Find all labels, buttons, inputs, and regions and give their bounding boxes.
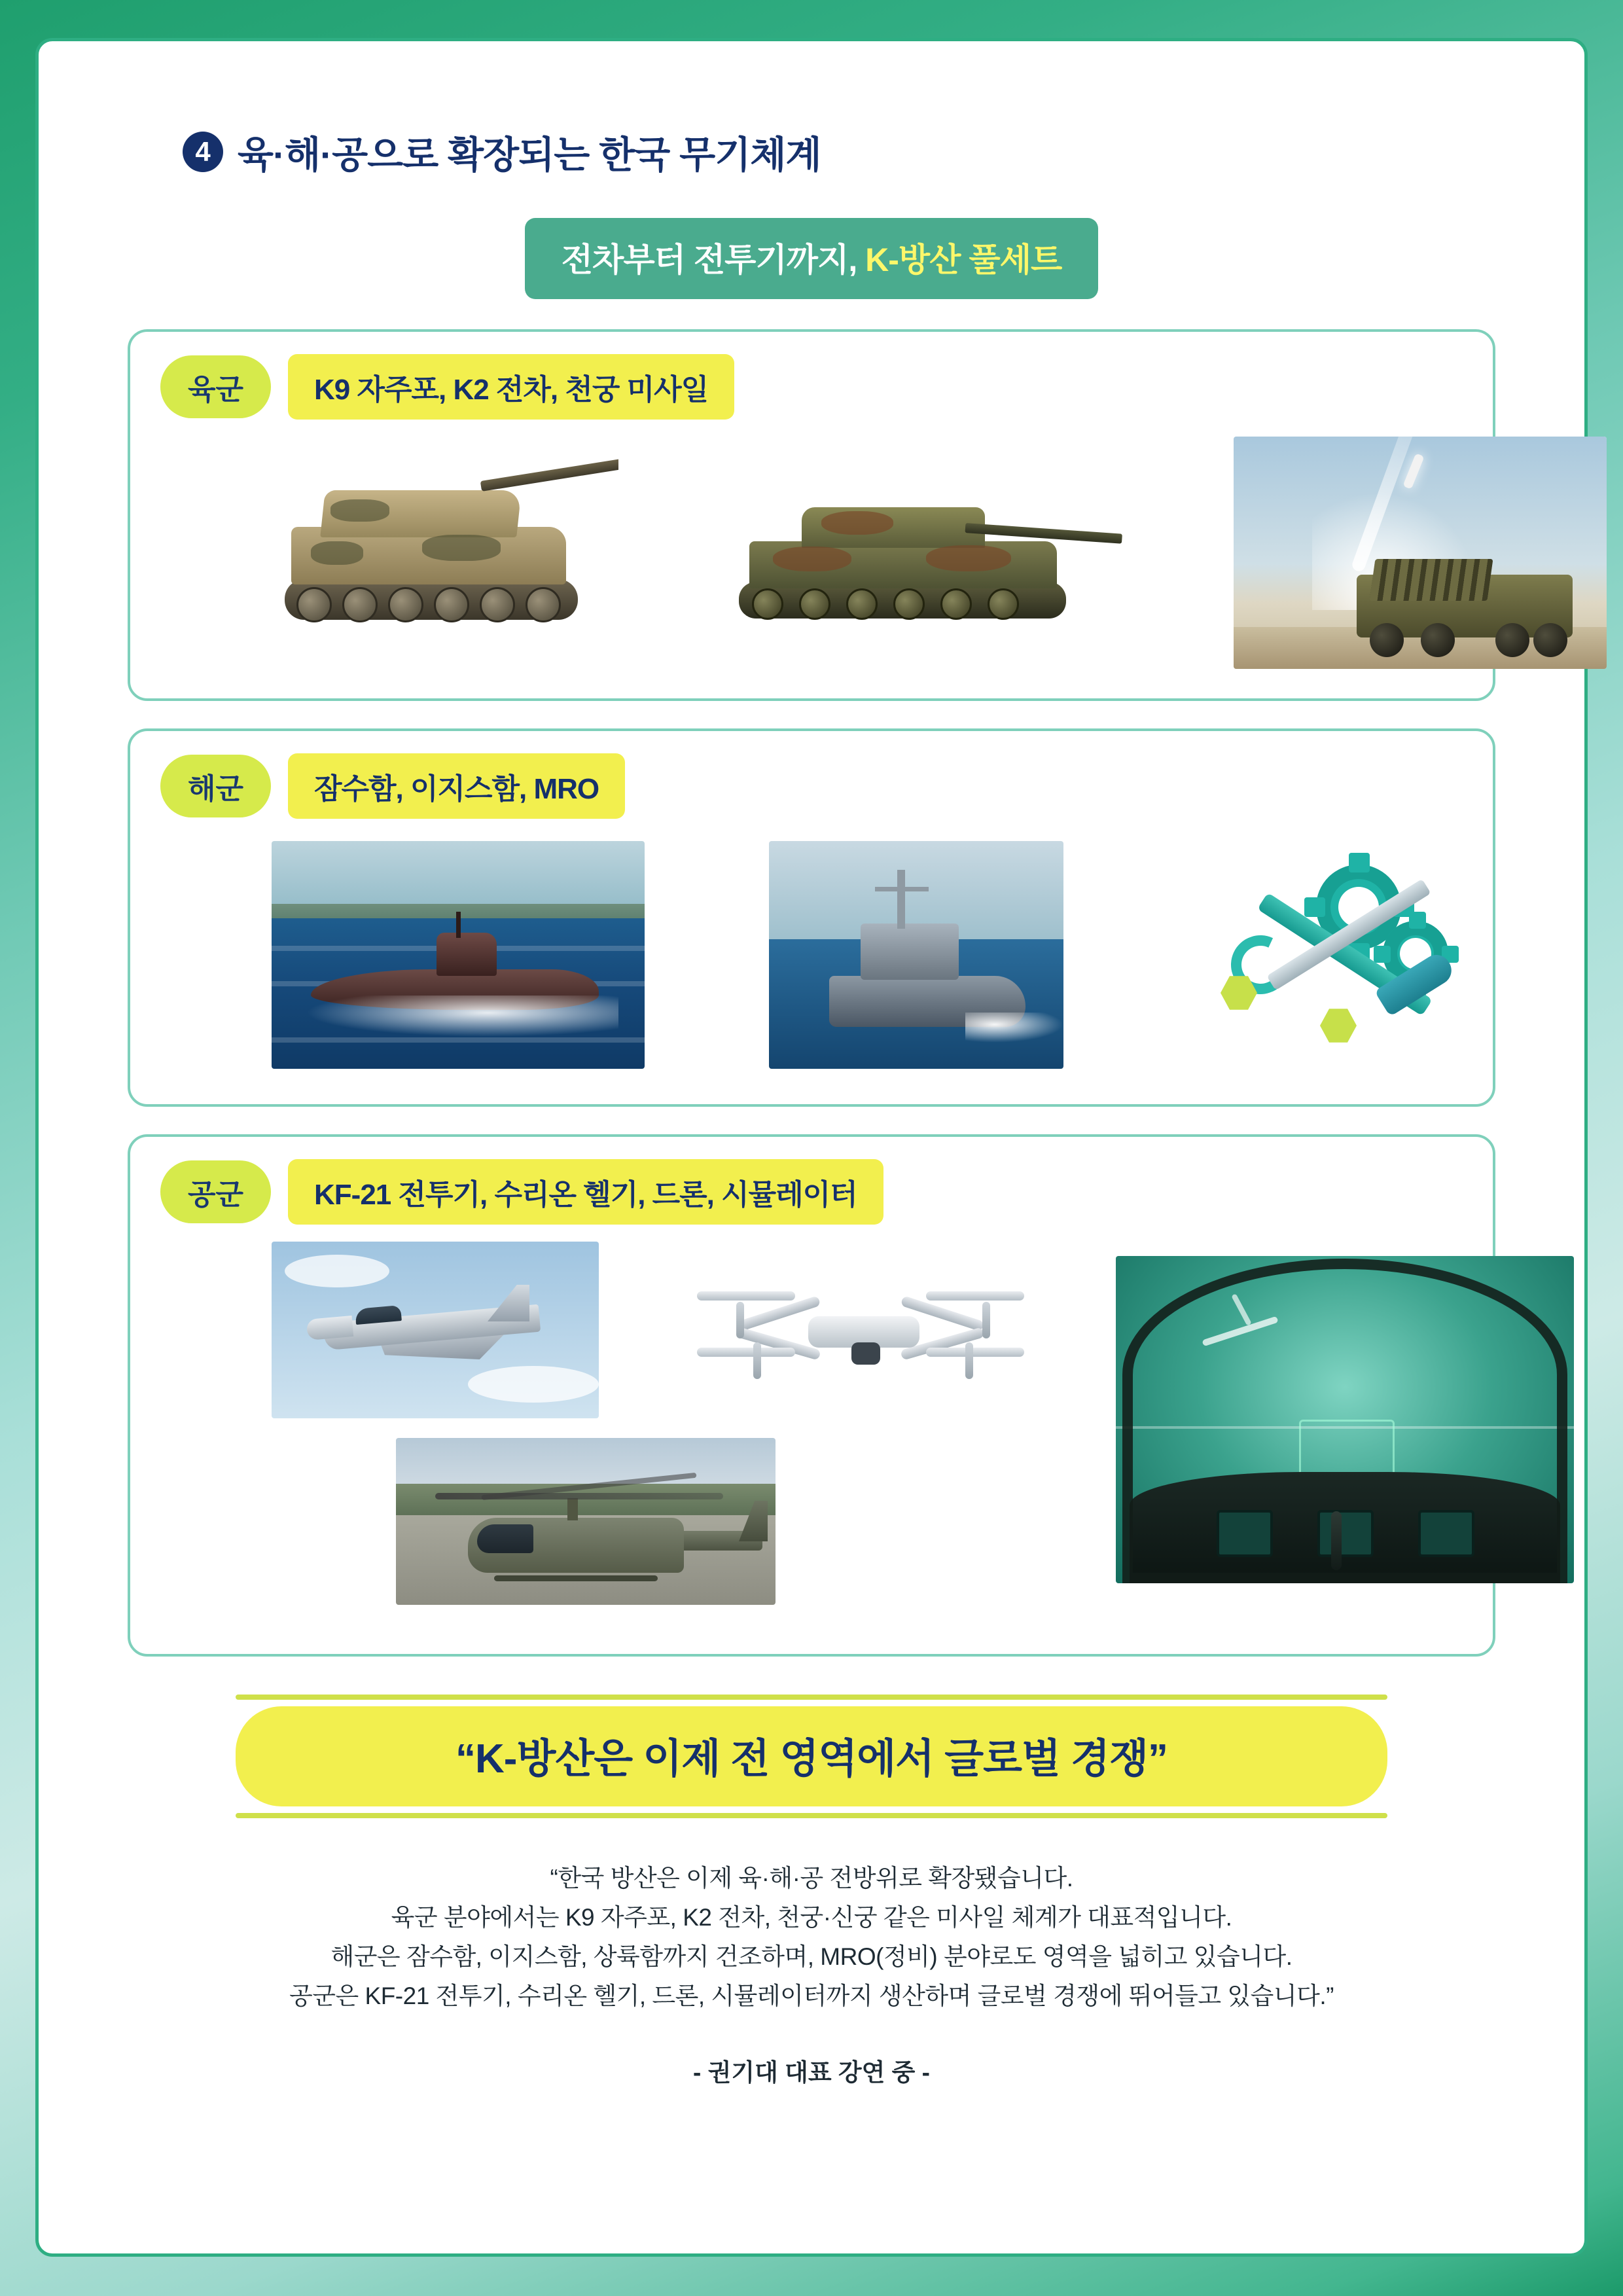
submarine-mast [456, 912, 461, 938]
k9-wheel [296, 587, 332, 622]
drone-propeller [697, 1348, 795, 1357]
k2-camo-patch [773, 547, 851, 571]
k9-camo-patch [330, 499, 389, 522]
k9-wheel [480, 587, 515, 622]
pill-navy: 해군 [160, 755, 271, 817]
heading-text: 육·해·공으로 확장되는 한국 무기체계 [238, 134, 821, 176]
flight-simulator-cockpit-image [1116, 1256, 1574, 1583]
drone-leg [736, 1302, 744, 1338]
section-number-badge: 4 [183, 132, 223, 172]
helicopter-rotor-mast [567, 1498, 578, 1520]
helicopter-landing-skid [494, 1575, 658, 1581]
drone-leg [982, 1302, 990, 1338]
aegis-yardarm [875, 887, 929, 891]
card-airforce [128, 1134, 1495, 1657]
drone-propeller [697, 1291, 795, 1300]
pill-airforce: 공군 [160, 1160, 271, 1223]
drone-propeller [926, 1291, 1024, 1300]
helicopter-cockpit-glass [477, 1524, 533, 1553]
body-line: 해군은 잠수함, 이지스함, 상륙함까지 건조하며, MRO(정비) 분야로도 영역을 넓히고 있습니다. [330, 1943, 1293, 1970]
aegis-destroyer-image [769, 841, 1063, 1069]
missile-truck-wheel [1533, 623, 1567, 657]
k2-camo-patch [821, 511, 893, 535]
gear-tooth [1374, 946, 1391, 963]
missile-truck-wheel [1421, 623, 1455, 657]
card-navy-body [130, 819, 1493, 1104]
quote-bottom-line [236, 1813, 1387, 1818]
aegis-superstructure [861, 924, 959, 980]
kf21-cloud [468, 1366, 599, 1403]
card-army [128, 329, 1495, 701]
k9-barrel [480, 456, 618, 492]
k2-wheel [988, 588, 1019, 620]
poster-paper [35, 38, 1588, 2257]
missile-launch-pods [1370, 559, 1493, 601]
mro-tools-gears-image [1201, 853, 1476, 1056]
subbanner-text-highlight: K-방산 풀세트 [865, 242, 1062, 278]
subbanner [525, 218, 1099, 299]
k2-wheel [940, 588, 972, 620]
k9-wheel [388, 587, 423, 622]
k2-wheel [752, 588, 783, 620]
card-airforce-head [130, 1137, 1493, 1225]
card-army-head [130, 332, 1493, 420]
submarine-image [272, 841, 645, 1069]
kf-21-fighter-jet-image [272, 1242, 599, 1418]
drone-propeller [926, 1348, 1024, 1357]
drone-camera [851, 1342, 880, 1365]
k9-self-propelled-howitzer-image [285, 450, 618, 633]
missile-truck-wheel [1370, 623, 1404, 657]
submarine-sail [437, 933, 497, 976]
card-navy-head [130, 731, 1493, 819]
card-airforce-body [130, 1225, 1493, 1654]
quote-text: “K-방산은 이제 전 영역에서 글로벌 경쟁” [236, 1706, 1387, 1806]
label-airforce: KF-21 전투기, 수리온 헬기, 드론, 시뮬레이터 [288, 1159, 883, 1225]
gear-tooth [1409, 912, 1426, 929]
submarine-wake-foam [291, 996, 618, 1039]
aegis-mast [897, 870, 905, 929]
simulator-canopy-frame [1122, 1259, 1567, 1583]
gear-tooth [1349, 853, 1370, 872]
k2-main-battle-tank-image [730, 463, 1135, 626]
k9-camo-patch [422, 535, 501, 561]
gear-tooth [1304, 897, 1325, 917]
kf21-cloud [285, 1255, 389, 1287]
page-title [183, 125, 1584, 179]
helicopter-main-rotor [435, 1493, 723, 1499]
airforce-image-row [160, 1242, 1463, 1628]
quadcopter-drone-image [690, 1265, 1031, 1409]
drone-leg [965, 1342, 973, 1379]
label-navy: 잠수함, 이지스함, MRO [288, 753, 625, 819]
k9-camo-patch [311, 541, 363, 565]
surion-helicopter-image [396, 1438, 776, 1605]
body-line: 육군 분야에서는 K9 자주포, K2 전차, 천궁·신궁 같은 미사일 체계가 대표적입니다. [391, 1903, 1232, 1931]
subbanner-text-primary: 전차부터 전투기까지, [561, 242, 866, 278]
k2-wheel [893, 588, 925, 620]
card-navy [128, 728, 1495, 1107]
aegis-bow-wave [965, 1013, 1063, 1043]
nut-icon [1320, 1007, 1357, 1044]
kf21-nose [306, 1316, 354, 1340]
k2-wheel [799, 588, 830, 620]
k2-barrel [965, 523, 1122, 544]
body-text [157, 1859, 1466, 2016]
speaker-attribution: - 권기대 대표 강연 중 - [693, 2058, 930, 2086]
k9-wheel [342, 587, 378, 622]
subbanner-wrapper [39, 218, 1584, 299]
pill-army: 육군 [160, 355, 271, 418]
card-army-body [130, 420, 1493, 698]
cheongung-missile-launch-image [1234, 437, 1607, 669]
quote-top-line [236, 1695, 1387, 1700]
army-image-row [160, 437, 1463, 672]
k2-camo-patch [926, 545, 1011, 571]
label-army: K9 자주포, K2 전차, 천궁 미사일 [288, 354, 734, 420]
k2-wheel [846, 588, 878, 620]
k9-wheel [434, 587, 469, 622]
navy-image-row [160, 836, 1463, 1078]
body-line: “한국 방산은 이제 육·해·공 전방위로 확장됐습니다. [550, 1865, 1073, 1892]
quote-banner [236, 1695, 1387, 1818]
k9-wheel [526, 587, 561, 622]
drone-leg [753, 1342, 761, 1379]
missile-truck-wheel [1495, 623, 1529, 657]
body-line: 공군은 KF-21 전투기, 수리온 헬기, 드론, 시뮬레이터까지 생산하며 글로벌 경쟁에 뛰어들고 있습니다.” [289, 1982, 1334, 2009]
